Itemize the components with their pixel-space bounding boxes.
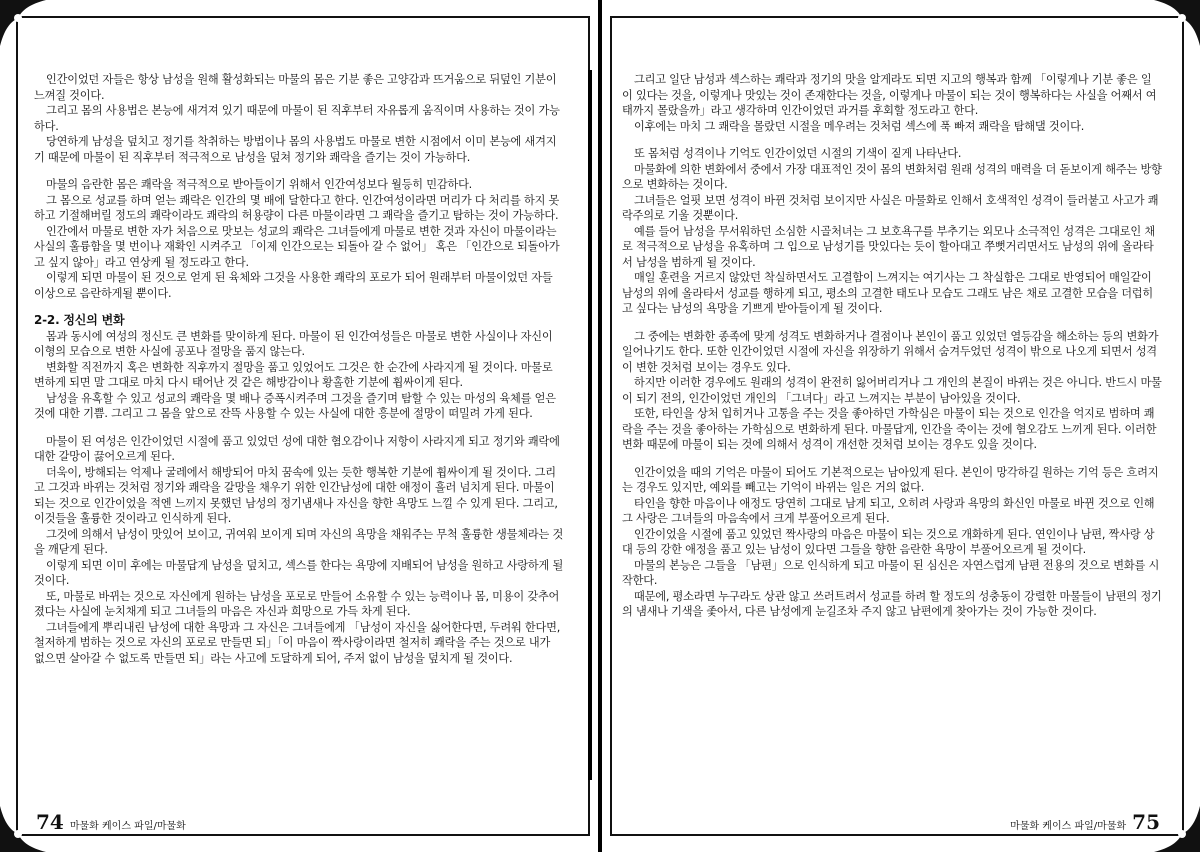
paragraph: 마물의 본능은 그들을 「남편」으로 인식하게 되고 마물이 된 심신은 자연스럽게 남편 전용의 것으로 변화를 시작한다. — [622, 558, 1160, 587]
page-number: 75 — [1132, 810, 1160, 834]
page-left — [0, 0, 598, 852]
page-right — [602, 0, 1200, 852]
paragraph-gap — [622, 134, 1162, 146]
ornament-corner-bottom-right-icon — [1154, 806, 1200, 852]
ornament-corner-top-right-icon — [1154, 0, 1200, 46]
gutter-divider — [588, 70, 592, 780]
paragraph: 그 몸으로 성교를 하며 얻는 쾌락은 인간의 몇 배에 달한다고 한다. 인간여성이라면 머리가 다 처리를 하지 못하고 기절해버릴 정도의 쾌락이라도 쾌락의 허용량이 다른 마물이라면 그 쾌락을 즐기고 탐하는 것이 가능하다. — [34, 193, 560, 222]
paragraph: 그리고 일단 남성과 섹스하는 쾌락과 정기의 맛을 알게라도 되면 지고의 행복과 함께 「이렇게나 기분 좋은 일이 있다는 것을, 이렇게나 맛있는 것이 존재한다는 것을, 이렇게나 마물이 되는 것이 행복하다는 사실을 어째서 여태까지 몰랐을까」라고 생각하며 인간이었던 과거를 후회할 정도라고 한다. — [622, 73, 1157, 117]
paragraph-gap — [622, 317, 1162, 329]
paragraph: 인간이었을 때의 기억은 마물이 되어도 기본적으로는 남아있게 된다. 본인이 망각하길 원하는 기억 등은 흐려지는 경우도 있지만, 예외를 빼고는 기억이 바뀌는 일은 거의 없다. — [622, 465, 1159, 494]
paragraph-gap — [34, 422, 564, 434]
paragraph-gap — [622, 453, 1162, 465]
paragraph: 또 몸처럼 성격이나 기억도 인간이었던 시절의 기색이 짙게 나타난다. — [634, 147, 962, 160]
paragraph: 예를 들어 남성을 무서워하던 소심한 시골처녀는 그 보호욕구를 부추기는 외모나 소극적인 성격은 그대로인 채로 적극적으로 남성을 유혹하며 그 입으로 남성기를 맛있다는 듯이 할아대고 쭈뻣거리면서도 남성의 위에 올라타서 남성을 범하게 될 것이다. — [622, 224, 1155, 269]
paragraph: 당연하게 남성을 덮치고 정기를 착취하는 방법이나 몸의 사용법도 마물로 변한 시점에서 이미 본능에 새겨지기 때문에 마물이 된 직후부터 적극적으로 남성을 덮쳐 정기와 쾌락을 즐기는 것이 가능하다. — [34, 135, 557, 164]
paragraph: 타인을 향한 마음이나 애정도 당연히 그대로 남게 되고, 오히려 사랑과 욕망의 화신인 마물로 바뀐 것으로 인해 그 사랑은 그녀들의 마음속에서 크게 부풀어오르게 된다. — [622, 496, 1155, 525]
paragraph: 이렇게 되면 이미 후에는 마물답게 남성을 덮치고, 섹스를 한다는 욕망에 지배되어 남성을 원하고 사랑하게 될 것이다. — [34, 558, 564, 587]
paragraph: 또, 마물로 바뀌는 것으로 자신에게 원하는 남성을 포로로 만들어 소유할 수 있는 능력이나 몸, 미용이 갖추어졌다는 사실에 눈치채게 되고 그녀들의 마음은 자신과 희망으로 가득 차게 된다. — [34, 589, 560, 618]
paragraph: 인간이었을 시절에 품고 있었던 짝사랑의 마음은 마물이 되는 것으로 개화하게 된다. 연인이나 남편, 짝사랑 상대 등의 강한 애정을 품고 있는 남성이 있다면 그들을 향한 음란한 욕망이 부풀어오르게 될 것이다. — [622, 527, 1155, 556]
paragraph: 이후에는 마치 그 쾌락을 몰랐던 시절을 메우려는 것처럼 섹스에 푹 빠져 쾌락을 탐해댈 것이다. — [634, 119, 1085, 133]
right-text-column — [622, 72, 1162, 620]
left-text-column — [34, 72, 564, 666]
paragraph: 하지만 이러한 경우에도 원래의 성격이 완전히 잃어버리거나 그 개인의 본질이 바뀌는 것은 아니다. 반드시 마물이 되기 전의, 인간이었던 개인의 「그녀다」라고 느껴지는 부분이 남아있을 것이다. — [622, 376, 1162, 405]
paragraph: 매일 훈련을 거르지 않았던 착실하면서도 고결함이 느껴지는 여기사는 그 착실함은 그대로 반영되어 매일같이 남성의 위에 올라타서 성교를 행하게 되고, 평소의 고결한 태도나 모습도 그래도 남은 채로 고결한 모습을 더럽히고 싶다는 남성의 욕망을 기쁘게 받아들이게 될 것이다. — [622, 271, 1154, 315]
paragraph: 또한, 타인을 상처 입히거나 고통을 주는 것을 좋아하던 가학심은 마물이 되는 것으로 인간을 억지로 범하며 쾌락을 주는 것을 좋아하는 가학심으로 변화하게 된다. 마물답게, 인간을 죽이는 것에 혐오감도 느끼게 된다. 이러한 변화 때문에 마물이 되는 것에 의해서 성격이 개선한 것처럼 보이는 경우도 있을 것이다. — [622, 407, 1157, 451]
paragraph: 그것에 의해서 남성이 맛있어 보이고, 귀여워 보이게 되며 자신의 욕망을 채워주는 무척 훌륭한 생물체라는 것을 깨닫게 된다. — [34, 527, 564, 556]
paragraph: 몸과 동시에 여성의 정신도 큰 변화를 맞이하게 된다. 마물이 된 인간여성들은 마물로 변한 사실이나 자신이 이형의 모습으로 변한 사실에 공포나 절망을 품지 않는다. — [34, 329, 553, 358]
paragraph: 변화할 직전까지 혹은 변화한 직후까지 절망을 품고 있었어도 그것은 한 순간에 사라지게 될 것이다. 마물로 변하게 되면 말 그대로 마치 다시 태어난 것 같은 해방감이나 황홀한 기분에 휩싸이게 된다. — [34, 360, 553, 389]
footer-label: 마물화 케이스 파일/마물화 — [69, 821, 186, 832]
paragraph: 때문에, 평소라면 누구라도 상관 않고 쓰러트려서 성교를 하려 할 정도의 성충동이 강렬한 마물들이 남편의 정기의 냄새나 기색을 좇아서, 다른 남성에게 눈길조차 주지 않고 남편에게 찾아가는 것이 가능한 것이다. — [622, 589, 1162, 618]
page-number: 74 — [36, 810, 64, 834]
paragraph: 이렇게 되면 마물이 된 것으로 얻게 된 육체와 그것을 사용한 쾌락의 포로가 되어 원래부터 마물이었던 자들 이상으로 음란하게될 뿐이다. — [34, 271, 553, 300]
right-footer — [1010, 810, 1160, 834]
paragraph: 그 중에는 변화한 종족에 맞게 성격도 변화하거나 결점이나 본인이 품고 있었던 열등감을 해소하는 등의 변화가 일어나기도 한다. 또한 인간이었던 시절에 자신을 위장하기 위해서 숨겨두었던 성격이 밖으로 나오게 되면서 성격이 변한 것처럼 보이는 경우도 있다. — [622, 329, 1159, 374]
paragraph: 그녀들에게 뿌리내린 남성에 대한 욕망과 그 자신은 그녀들에게 「남성이 자신을 싫어한다면, 두려워 한다면, 철저하게 범하는 것으로 자신의 포로로 만들면 되」「이 마음이 짝사랑이라면 철저히 쾌락을 주는 것으로 내가 없으면 살아갈 수 없도록 만들면 되」라는 사고에 도달하게 되어, 주저 없이 남성을 덮치게 될 것이다. — [34, 620, 561, 665]
paragraph: 그녀들은 얼핏 보면 성격이 바뀐 것처럼 보이지만 사실은 마물화로 인해서 호색적인 성격이 들러붙고 사고가 쾌락주의로 기울 것뿐이다. — [622, 193, 1159, 222]
paragraph: 더욱이, 방해되는 억제나 굴레에서 해방되어 마치 꿈속에 있는 듯한 행복한 기분에 휩싸이게 될 것이다. 그리고 그것과 바뀌는 것처럼 정기와 쾌락을 갈망을 채우기 위한 인간남성에 대한 애정이 흘러 넘치게 된다. 마물이 되는 것으로 인간이었을 적엔 느끼지 못했던 남성의 정기냄새나 자신을 향한 욕망도 느낄 수 있게 된다. 그리고, 이것들을 훌륭한 것이라고 인식하게 된다. — [34, 465, 558, 525]
paragraph: 마물의 음란한 몸은 쾌락을 적극적으로 받아들이기 위해서 인간여성보다 월등히 민감하다. — [46, 178, 473, 191]
paragraph: 그리고 몸의 사용법은 본능에 새겨져 있기 때문에 마물이 된 직후부터 자유롭게 움직이며 사용하는 것이 가능하다. — [34, 104, 560, 133]
paragraph-gap — [34, 301, 564, 313]
section-heading: 2-2. 정신의 변화 — [34, 313, 125, 327]
paragraph: 남성을 유혹할 수 있고 성교의 쾌락을 몇 배나 증폭시켜주며 그것을 즐기며 탐할 수 있는 마성의 육체를 얻은 것에 대한 기쁨. 그리고 그 몸을 앞으로 잔뜩 사용할 수 있는 사실에 대한 흥분에 절망이 떠밀려 가게 된다. — [34, 391, 556, 420]
paragraph: 마물이 된 여성은 인간이었던 시절에 품고 있었던 성에 대한 혐오감이나 저항이 사라지게 되고 정기와 쾌락에 대한 갈망이 끓어오르게 된다. — [34, 434, 560, 463]
paragraph: 인간이었던 자들은 항상 남성을 원해 활성화되는 마물의 몸은 기분 좋은 고양감과 뜨거움으로 뒤덮인 기분이 느껴질 것이다. — [34, 73, 557, 102]
paragraph-gap — [34, 165, 564, 177]
footer-label: 마물화 케이스 파일/마물화 — [1010, 821, 1127, 832]
ornament-corner-top-left-icon — [0, 0, 46, 46]
left-footer — [36, 810, 186, 834]
paragraph: 마물화에 의한 변화에서 중에서 가장 대표적인 것이 몸의 변화처럼 원래 성격의 매력을 더 돋보이게 해주는 방향으로 변화하는 것이다. — [622, 162, 1162, 191]
paragraph: 인간에서 마물로 변한 자가 처음으로 맛보는 성교의 쾌락은 그녀들에게 마물로 변한 것과 자신이 마물이라는 사실의 훌륭함을 몇 번이나 재확인 시켜주고 「이제 인간으로는 되돌아 갈 수 없어」 혹은 「인간으로 되돌아가고 싶지 않아」라고 연상케 될 정도라고 한다. — [34, 224, 560, 269]
